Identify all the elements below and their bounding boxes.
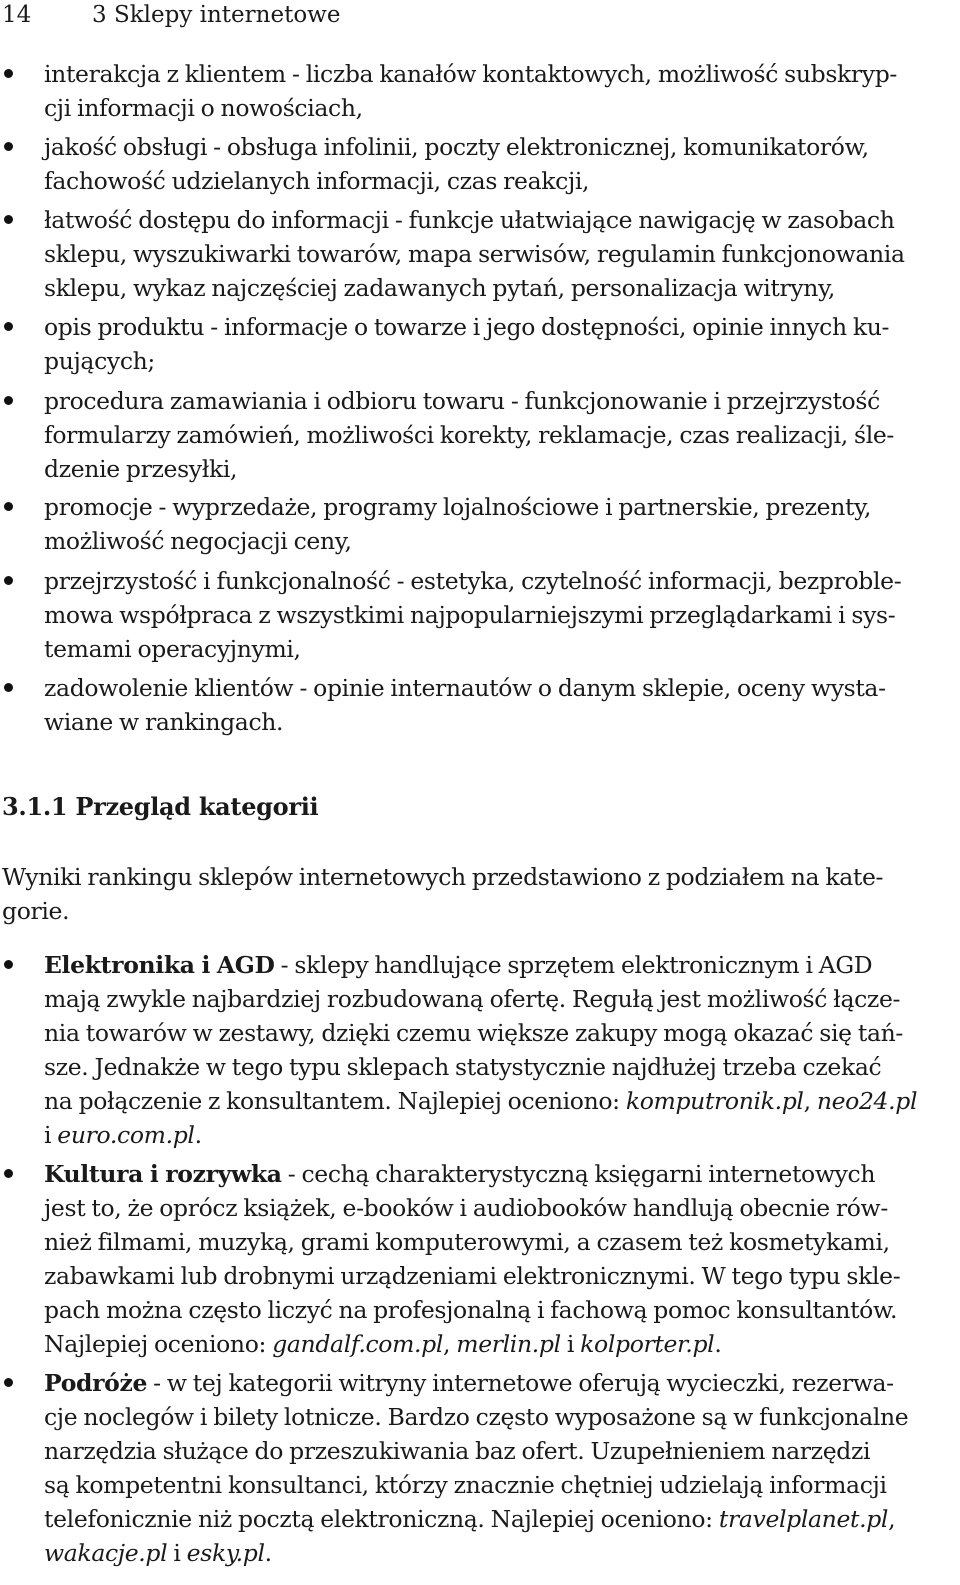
text-line: interakcja z klientem - liczba kanałów kontaktowych, możliwość subskryp- [44, 60, 898, 88]
page-number: 14 [2, 2, 32, 28]
text-line: opis produktu - informacje o towarze i jego dostępności, opinie innych ku- [44, 313, 890, 341]
text-line: pach można często liczyć na profesjonalną i fachową pomoc konsultantów. [44, 1296, 898, 1324]
text-line: pujących; [44, 347, 155, 375]
shop-name: travelplanet.pl [718, 1505, 889, 1533]
bullet-icon [4, 1169, 13, 1178]
text-line: zabawkami lub drobnymi urządzeniami elektronicznymi. W tego typu skle- [44, 1262, 901, 1290]
shop-name: wakacje.pl [44, 1539, 168, 1567]
text-line: łatwość dostępu do informacji - funkcje ułatwiające nawigację w zasobach [44, 206, 895, 234]
text-line: nież filmami, muzyką, grami komputerowymi, a czasem też kosmetykami, [44, 1228, 890, 1256]
text-line: Wyniki rankingu sklepów internetowych przedstawiono z podziałem na kate- [2, 863, 884, 891]
bullet-icon [4, 69, 13, 78]
category-name: Elektronika i AGD [44, 951, 275, 979]
category-name: Kultura i rozrywka [44, 1160, 282, 1188]
bullet-icon [4, 502, 13, 511]
shop-name: gandalf.com.pl [272, 1330, 444, 1358]
text-line: wiane w rankingach. [44, 708, 284, 736]
shop-name: kolporter.pl [580, 1330, 715, 1358]
text-line: jest to, że oprócz książek, e-booków i audiobooków handlują obecnie rów- [44, 1194, 888, 1222]
text-line: sklepu, wyszukiwarki towarów, mapa serwisów, regulamin funkcjonowania [44, 240, 905, 268]
text-line: są kompetentni konsultanci, którzy znacznie chętniej udzielają informacji [44, 1471, 887, 1499]
shop-name: merlin.pl [456, 1330, 561, 1358]
intro-paragraph [2, 860, 950, 928]
text-line: formularzy zamówień, możliwości korekty, reklamacje, czas realizacji, śle- [44, 421, 895, 449]
text-line: dzenie przesyłki, [44, 455, 238, 483]
shop-name: komputronik.pl [625, 1087, 804, 1115]
text-line: cje noclegów i bilety lotnicze. Bardzo często wyposażone są w funkcjonalne [44, 1403, 909, 1431]
bullet-icon [4, 215, 13, 224]
text-line: sze. Jednakże w tego typu sklepach statystycznie najdłużej trzeba czekać [44, 1053, 882, 1081]
text-line: promocje - wyprzedaże, programy lojalnościowe i partnerskie, prezenty, [44, 493, 872, 521]
text-line: mowa współpraca z wszystkimi najpopularniejszymi przeglądarkami i sys- [44, 601, 896, 629]
text-line: przejrzystość i funkcjonalność - estetyka, czytelność informacji, bezproble- [44, 567, 902, 595]
text-line: narzędzia służące do przeszukiwania baz ofert. Uzupełnieniem narzędzi [44, 1437, 871, 1465]
shop-name: esky.pl [186, 1539, 265, 1567]
chapter-title: 3 Sklepy internetowe [92, 2, 341, 28]
text-line: możliwość negocjacji ceny, [44, 527, 352, 555]
shop-name: euro.com.pl [57, 1121, 195, 1149]
text-line: jakość obsługi - obsługa infolinii, poczty elektronicznej, komunikatorów, [44, 133, 869, 161]
shop-name: neo24.pl [816, 1087, 918, 1115]
text-line: zadowolenie klientów - opinie internautów o danym sklepie, oceny wysta- [44, 674, 886, 702]
section-heading: 3.1.1 Przegląd kategorii [2, 792, 319, 821]
text-line: mają zwykle najbardziej rozbudowaną ofertę. Regułą jest możliwość łącze- [44, 985, 901, 1013]
bullet-icon [4, 396, 13, 405]
text-line: fachowość udzielanych informacji, czas reakcji, [44, 167, 590, 195]
text-line: nia towarów w zestawy, dzięki czemu większe zakupy mogą okazać się tań- [44, 1019, 903, 1047]
text-line: temami operacyjnymi, [44, 635, 301, 663]
category-name: Podróże [44, 1369, 148, 1397]
text-line: sklepu, wykaz najczęściej zadawanych pytań, personalizacja witryny, [44, 274, 835, 302]
bullet-icon [4, 576, 13, 585]
bullet-icon [4, 322, 13, 331]
text-line: procedura zamawiania i odbioru towaru - funkcjonowanie i przejrzystość [44, 387, 880, 415]
text-line: gorie. [2, 897, 70, 925]
bullet-icon [4, 1378, 13, 1387]
bullet-icon [4, 960, 13, 969]
text-line: cji informacji o nowościach, [44, 94, 363, 122]
bullet-icon [4, 683, 13, 692]
bullet-icon [4, 142, 13, 151]
